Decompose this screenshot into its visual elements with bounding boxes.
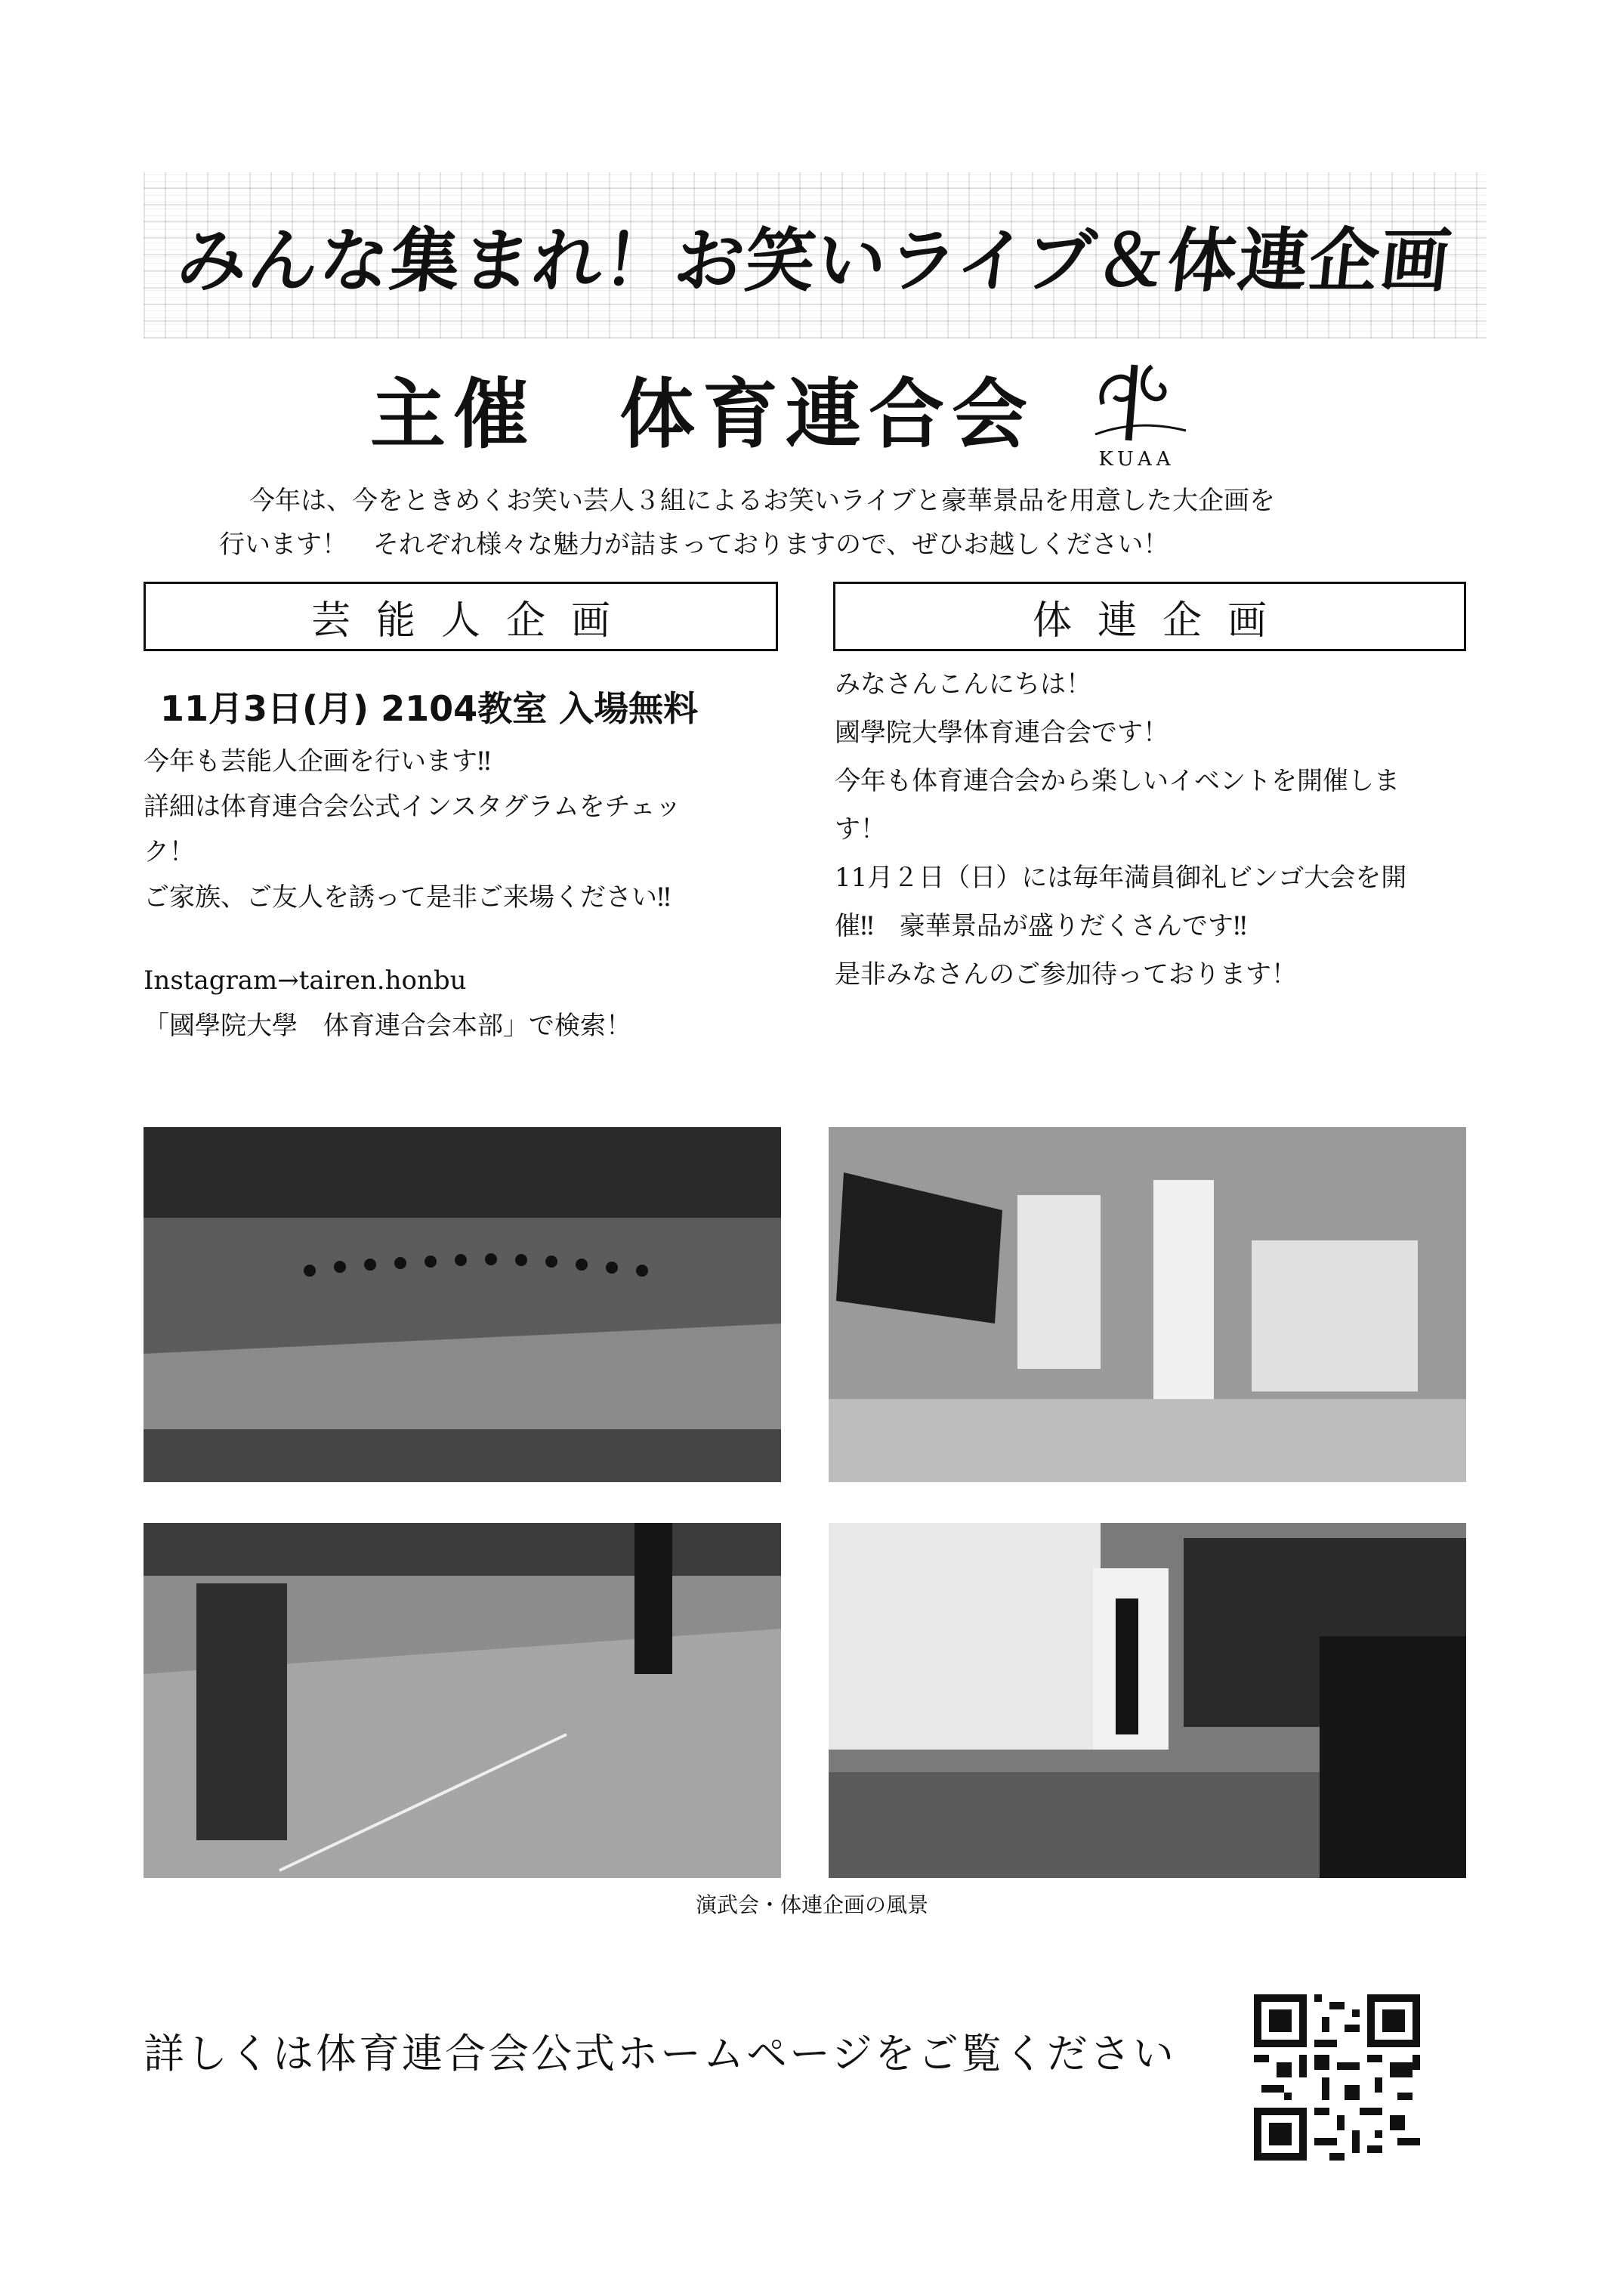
photo-iaido-demo [829, 1127, 1466, 1482]
text-line: す！ [835, 814, 886, 845]
text-line: 今年も体育連合会から楽しいイベントを開催しま [835, 766, 1400, 796]
organizer-row [370, 355, 1193, 471]
intro-line: 行います！ それぞれ様々な魅力が詰まっておりますので、ぜひお越しください！ [219, 530, 1169, 560]
text-line: ク！ [144, 837, 195, 867]
text-line: 國學院大學体育連合会です！ [835, 718, 1169, 748]
intro-text [219, 479, 1458, 567]
tairen-description [835, 660, 1473, 999]
qr-code-icon[interactable] [1254, 1994, 1420, 2161]
text-line: 11月２日（日）には毎年満員御礼ビンゴ大会を開 [835, 863, 1407, 893]
section-header-celebrity: 芸能人企画 [144, 582, 778, 651]
title-banner [144, 172, 1487, 338]
text-line: 詳細は体育連合会公式インスタグラムをチェッ [144, 792, 681, 822]
organizer-title: 主催 体育連合会 [370, 369, 1035, 459]
logo-caption: KUAA [1098, 448, 1175, 471]
celebrity-description [144, 739, 786, 920]
instagram-search-hint: 「國學院大學 体育連合会本部」で検索！ [144, 1011, 631, 1041]
photo-caption: 演武会・体連企画の風景 [695, 1892, 928, 1917]
text-line: 是非みなさんのご参加待っております！ [835, 959, 1297, 990]
page-title: みんな集まれ！お笑いライブ＆体連企画 [173, 221, 1456, 301]
section-header-tairen: 体連企画 [833, 582, 1466, 651]
text-line: ご家族、ご友人を誘って是非ご来場ください‼ [144, 882, 671, 913]
text-line: 今年も芸能人企画を行います‼ [144, 746, 491, 777]
text-line: 催‼ 豪華景品が盛りだくさんです‼ [835, 911, 1247, 941]
instagram-info [144, 958, 631, 1049]
photo-bingo-classroom [829, 1523, 1466, 1878]
kuaa-logo [1080, 351, 1193, 471]
event-details: 11月3日(月) 2104教室 入場無料 [160, 688, 699, 729]
intro-line: 今年は、今をときめくお笑い芸人３組によるお笑いライブと豪華景品を用意した大企画を [249, 486, 1275, 516]
footer-text: 詳しくは体育連合会公式ホームページをご覧ください [144, 2030, 1176, 2077]
logo-mark-icon [1080, 351, 1193, 449]
instagram-handle: Instagram→tairen.honbu [144, 965, 467, 996]
photo-floorball-game [144, 1523, 781, 1878]
text-line: みなさんこんにちは！ [835, 669, 1091, 700]
photo-marching-band [144, 1127, 781, 1482]
